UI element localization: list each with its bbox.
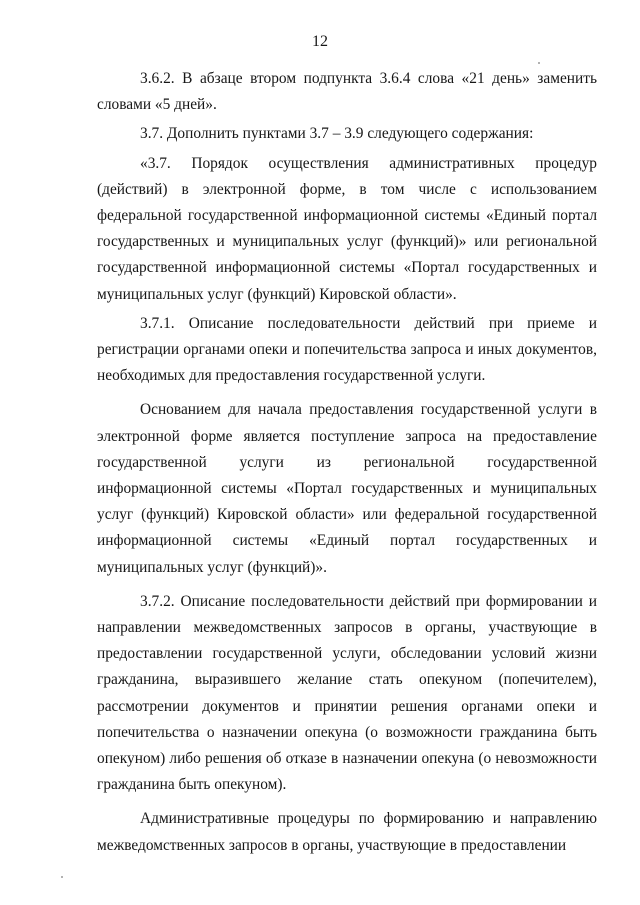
- paragraph-3-7-title: «3.7. Порядок осуществления административных процедур (действий) в электронной форме, в том числе с использованием федеральной государственной информационной системы «Единый портал государственных и муниципальных услуг (функций)» или региональной государственной информационной системы «Портал государственных и муниципальных услуг (функций) Кировской области».: [97, 154, 597, 303]
- paragraph-3-7-intro: 3.7. Дополнить пунктами 3.7 – 3.9 следующего содержания:: [140, 125, 534, 143]
- paragraph-procedures: Административные процедуры по формированию и направлению межведомственных запросов в органы, участвующие в предоставлении: [97, 810, 597, 854]
- paragraph-3-6-2: 3.6.2. В абзаце втором подпункта 3.6.4 слова «21 день» заменить словами «5 дней».: [97, 70, 597, 114]
- scan-speck: [61, 876, 63, 878]
- paragraph-basis: Основанием для начала предоставления государственной услуги в электронной форме является поступление запроса на предоставление государственной услуги из региональной государственной информационной системы «Портал государственных и муниципальных услуг (функций) Кировской области» или федеральной государственной информационной системы «Единый портал государственных и муниципальных услуг (функций)».: [97, 401, 597, 576]
- scan-speck: [538, 62, 540, 64]
- page-number: 12: [312, 33, 328, 50]
- paragraph-3-7-1: 3.7.1. Описание последовательности действий при приеме и регистрации органами опеки и попечительства запроса и иных документов, необходимых для предоставления государственной услуги.: [97, 314, 597, 385]
- paragraph-3-7-2: 3.7.2. Описание последовательности действий при формировании и направлении межведомственных запросов в органы, участвующие в предоставлении государственной услуги, обследовании условий жизни гражданина, выразившего желание стать опекуном (попечителем), рассмотрении документов и принятии решения органами опеки и попечительства о назначении опекуна (о возможности гражданина быть опекуном) либо решения об отказе в назначении опекуна (о невозможности гражданина быть опекуном).: [97, 592, 597, 794]
- document-body: [97, 66, 597, 859]
